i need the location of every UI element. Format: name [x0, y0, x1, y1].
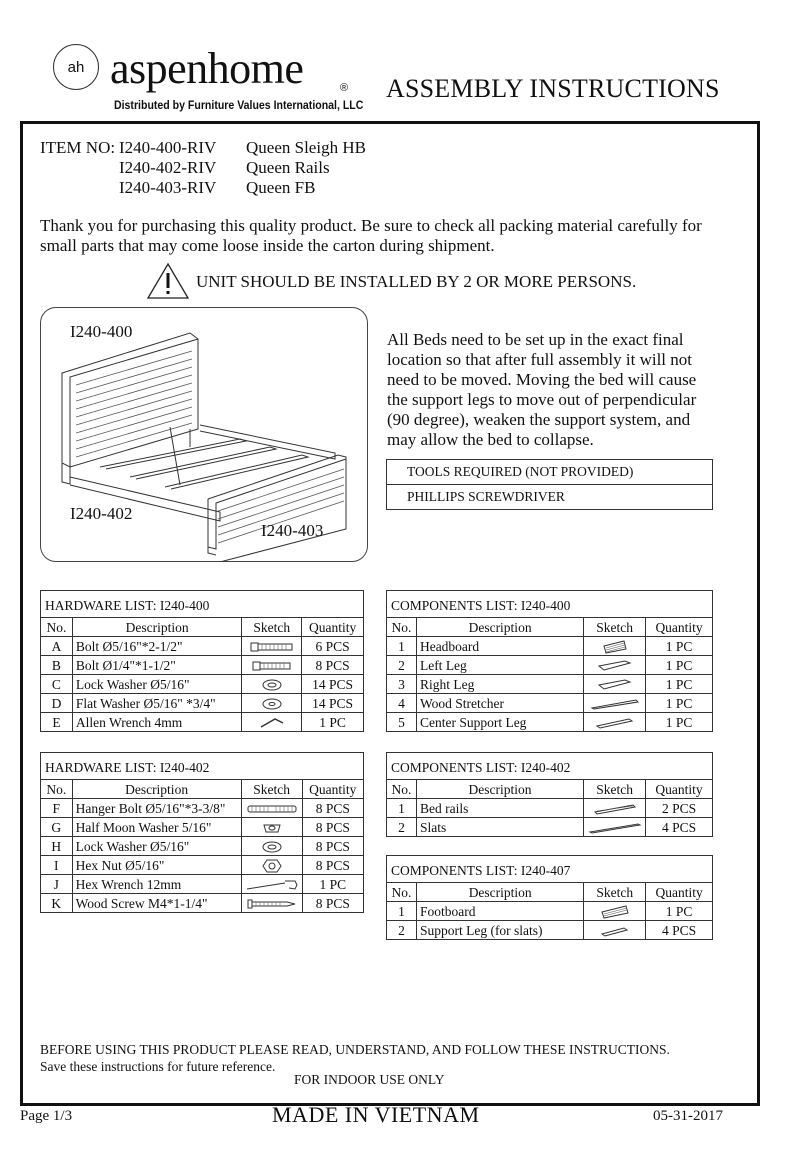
table-row: F Hanger Bolt Ø5/16"*3-3/8" 8 PCS: [41, 799, 364, 818]
table-title: HARDWARE LIST: I240-402: [41, 753, 364, 780]
item-code-2: I240-402-RIV: [119, 158, 217, 177]
lock-washer-icon: [261, 679, 283, 691]
document-date: 05-31-2017: [653, 1108, 723, 1124]
tools-header: TOOLS REQUIRED (NOT PROVIDED): [387, 460, 713, 485]
bolt-icon: [252, 660, 292, 672]
components-list-i240-402: [386, 752, 713, 837]
country-of-origin: MADE IN VIETNAM: [272, 1102, 480, 1127]
allen-wrench-icon: [259, 717, 285, 729]
item-code-1: I240-400-RIV: [119, 138, 217, 157]
document-title: ASSEMBLY INSTRUCTIONS: [386, 74, 720, 103]
hex-nut-icon: [262, 859, 282, 873]
col-sketch: Sketch: [584, 618, 646, 637]
diagram-label-headboard: I240-400: [70, 322, 133, 341]
save-instructions-note: Save these instructions for future reference.: [40, 1059, 276, 1074]
col-no: No.: [387, 780, 417, 799]
hanger-bolt-icon: [247, 803, 297, 815]
distributor-line: Distributed by Furniture Values International, LLC: [114, 98, 364, 112]
hex-wrench-icon: [245, 879, 299, 891]
table-title: COMPONENTS LIST: I240-400: [387, 591, 713, 618]
col-no: No.: [387, 618, 417, 637]
col-description: Description: [72, 780, 241, 799]
col-sketch: Sketch: [584, 883, 646, 902]
col-sketch: Sketch: [584, 780, 646, 799]
table-row: J Hex Wrench 12mm 1 PC: [41, 875, 364, 894]
col-no: No.: [41, 780, 73, 799]
hardware-list-i240-402: [40, 752, 364, 913]
logo-mark: ah: [53, 44, 99, 90]
registered-mark: ®: [340, 82, 349, 94]
table-row: I Hex Nut Ø5/16" 8 PCS: [41, 856, 364, 875]
table-row: 4 Wood Stretcher 1 PC: [387, 694, 713, 713]
stretcher-icon: [590, 698, 640, 710]
table-title: COMPONENTS LIST: I240-407: [387, 856, 713, 883]
leg-icon: [597, 660, 633, 672]
table-row: 2 Support Leg (for slats) 4 PCS: [387, 921, 713, 940]
item-code-3: I240-403-RIV: [119, 178, 217, 197]
flat-washer-icon: [261, 698, 283, 710]
table-row: 5 Center Support Leg 1 PC: [387, 713, 713, 732]
brand-name: aspenhome: [110, 44, 304, 93]
bolt-icon: [250, 641, 294, 653]
hardware-list-i240-400: [40, 590, 364, 732]
table-row: D Flat Washer Ø5/16" *3/4" 14 PCS: [41, 694, 364, 713]
table-row: K Wood Screw M4*1-1/4" 8 PCS: [41, 894, 364, 913]
footboard-icon: [600, 905, 630, 919]
col-description: Description: [72, 618, 241, 637]
table-row: C Lock Washer Ø5/16" 14 PCS: [41, 675, 364, 694]
item-name-1: Queen Sleigh HB: [246, 138, 366, 157]
components-list-i240-400: [386, 590, 713, 732]
intro-paragraph: Thank you for purchasing this quality product. Be sure to check all packing material carefully for small parts that may come loose inside the carton during shipment.: [40, 216, 702, 255]
diagram-label-footboard: I240-403: [261, 521, 324, 540]
wood-screw-icon: [247, 898, 297, 910]
diagram-label-rails: I240-402: [70, 504, 133, 523]
leg-icon: [597, 679, 633, 691]
item-no-label: ITEM NO:: [40, 138, 116, 157]
indoor-use-note: FOR INDOOR USE ONLY: [294, 1072, 445, 1087]
item-name-2: Queen Rails: [246, 158, 330, 177]
table-row: 1 Bed rails 2 PCS: [387, 799, 713, 818]
tools-item: PHILLIPS SCREWDRIVER: [387, 485, 713, 510]
page-number: Page 1/3: [20, 1108, 73, 1124]
col-quantity: Quantity: [302, 618, 364, 637]
col-quantity: Quantity: [646, 883, 713, 902]
col-no: No.: [41, 618, 73, 637]
table-row: 1 Headboard 1 PC: [387, 637, 713, 656]
tools-table: [386, 459, 713, 510]
table-row: 2 Slats 4 PCS: [387, 818, 713, 837]
warning-triangle-icon: [146, 262, 190, 300]
table-title: COMPONENTS LIST: I240-402: [387, 753, 713, 780]
col-description: Description: [416, 618, 583, 637]
table-row: 3 Right Leg 1 PC: [387, 675, 713, 694]
half-moon-washer-icon: [262, 822, 282, 834]
table-row: 2 Left Leg 1 PC: [387, 656, 713, 675]
col-description: Description: [416, 780, 583, 799]
col-sketch: Sketch: [242, 618, 302, 637]
col-description: Description: [416, 883, 583, 902]
col-no: No.: [387, 883, 417, 902]
table-title: HARDWARE LIST: I240-400: [41, 591, 364, 618]
table-row: 1 Footboard 1 PC: [387, 902, 713, 921]
table-row: E Allen Wrench 4mm 1 PC: [41, 713, 364, 732]
col-quantity: Quantity: [302, 780, 363, 799]
table-row: A Bolt Ø5/16"*2-1/2" 6 PCS: [41, 637, 364, 656]
table-row: B Bolt Ø1/4"*1-1/2" 8 PCS: [41, 656, 364, 675]
components-list-i240-407: [386, 855, 713, 940]
lock-washer-icon: [261, 841, 283, 853]
read-instructions-warning: BEFORE USING THIS PRODUCT PLEASE READ, UNDERSTAND, AND FOLLOW THESE INSTRUCTIONS.: [40, 1042, 670, 1057]
table-row: H Lock Washer Ø5/16" 8 PCS: [41, 837, 364, 856]
setup-note: All Beds need to be set up in the exact final location so that after full assembly it will not need to be moved. Moving the bed will cause the support legs to move out of perpendicular (90 degree), weaken the support system, and may allow the bed to collapse.: [387, 330, 697, 449]
table-row: G Half Moon Washer 5/16" 8 PCS: [41, 818, 364, 837]
headboard-icon: [602, 640, 628, 654]
support-leg-icon: [600, 925, 630, 937]
support-leg-icon: [595, 717, 635, 729]
slat-icon: [588, 822, 642, 834]
col-quantity: Quantity: [646, 780, 713, 799]
col-quantity: Quantity: [646, 618, 713, 637]
bed-rail-icon: [593, 803, 637, 815]
install-warning: UNIT SHOULD BE INSTALLED BY 2 OR MORE PERSONS.: [196, 272, 637, 291]
item-name-3: Queen FB: [246, 178, 316, 197]
col-sketch: Sketch: [241, 780, 302, 799]
